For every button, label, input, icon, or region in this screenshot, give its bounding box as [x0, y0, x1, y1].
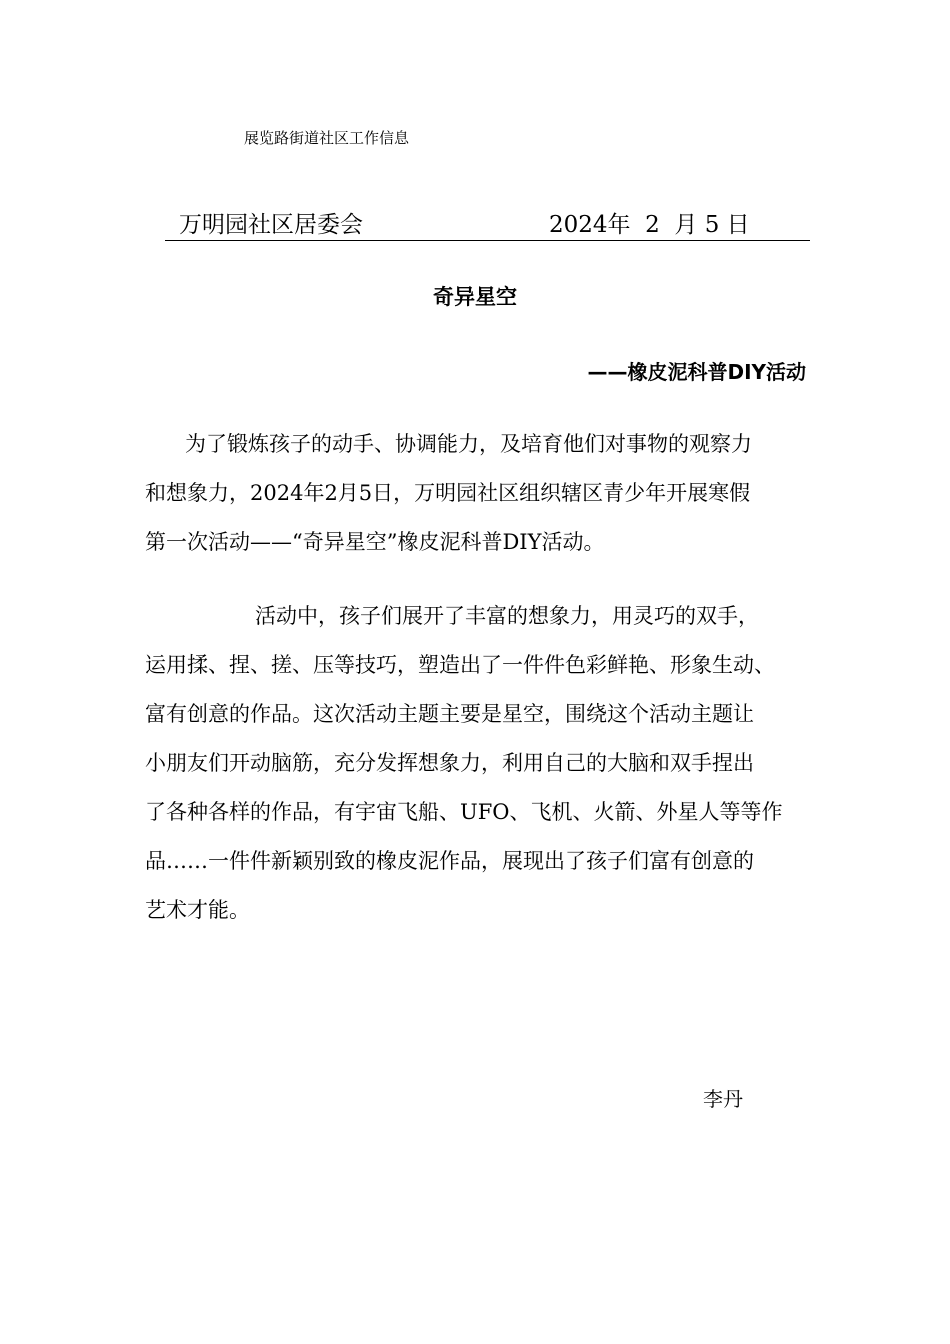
paragraph-line: 了各种各样的作品，有宇宙飞船、UFO、飞机、火箭、外星人等等作 — [145, 800, 783, 824]
document-source-label: 展览路街道社区工作信息 — [244, 129, 410, 147]
organization-name: 万明园社区居委会 — [179, 212, 363, 238]
document-subtitle: ——橡皮泥科普DIY活动 — [587, 360, 806, 384]
paragraph-line: 活动中，孩子们展开了丰富的想象力，用灵巧的双手， — [255, 604, 759, 628]
paragraph-line: 小朋友们开动脑筋，充分发挥想象力，利用自己的大脑和双手捏出 — [145, 751, 754, 775]
document-title: 奇异星空 — [433, 285, 517, 309]
paragraph-line: 品……一件件新颖别致的橡皮泥作品，展现出了孩子们富有创意的 — [145, 849, 754, 873]
paragraph-line: 富有创意的作品。这次活动主题主要是星空，围绕这个活动主题让 — [145, 702, 754, 726]
document-date: 2024年 2 月 5 日 — [549, 212, 750, 238]
body-paragraph-1 — [145, 420, 815, 567]
paragraph-line: 和想象力，2024年2月5日，万明园社区组织辖区青少年开展寒假 — [145, 481, 751, 505]
document-header — [165, 210, 810, 241]
paragraph-line: 第一次活动——“奇异星空”橡皮泥科普DIY活动。 — [145, 530, 605, 554]
body-paragraph-2 — [145, 592, 815, 935]
paragraph-line: 为了锻炼孩子的动手、协调能力，及培育他们对事物的观察力 — [185, 432, 752, 456]
paragraph-line: 运用揉、捏、搓、压等技巧，塑造出了一件件色彩鲜艳、形象生动、 — [145, 653, 775, 677]
paragraph-line: 艺术才能。 — [145, 898, 250, 922]
author-signature: 李丹 — [703, 1087, 743, 1111]
